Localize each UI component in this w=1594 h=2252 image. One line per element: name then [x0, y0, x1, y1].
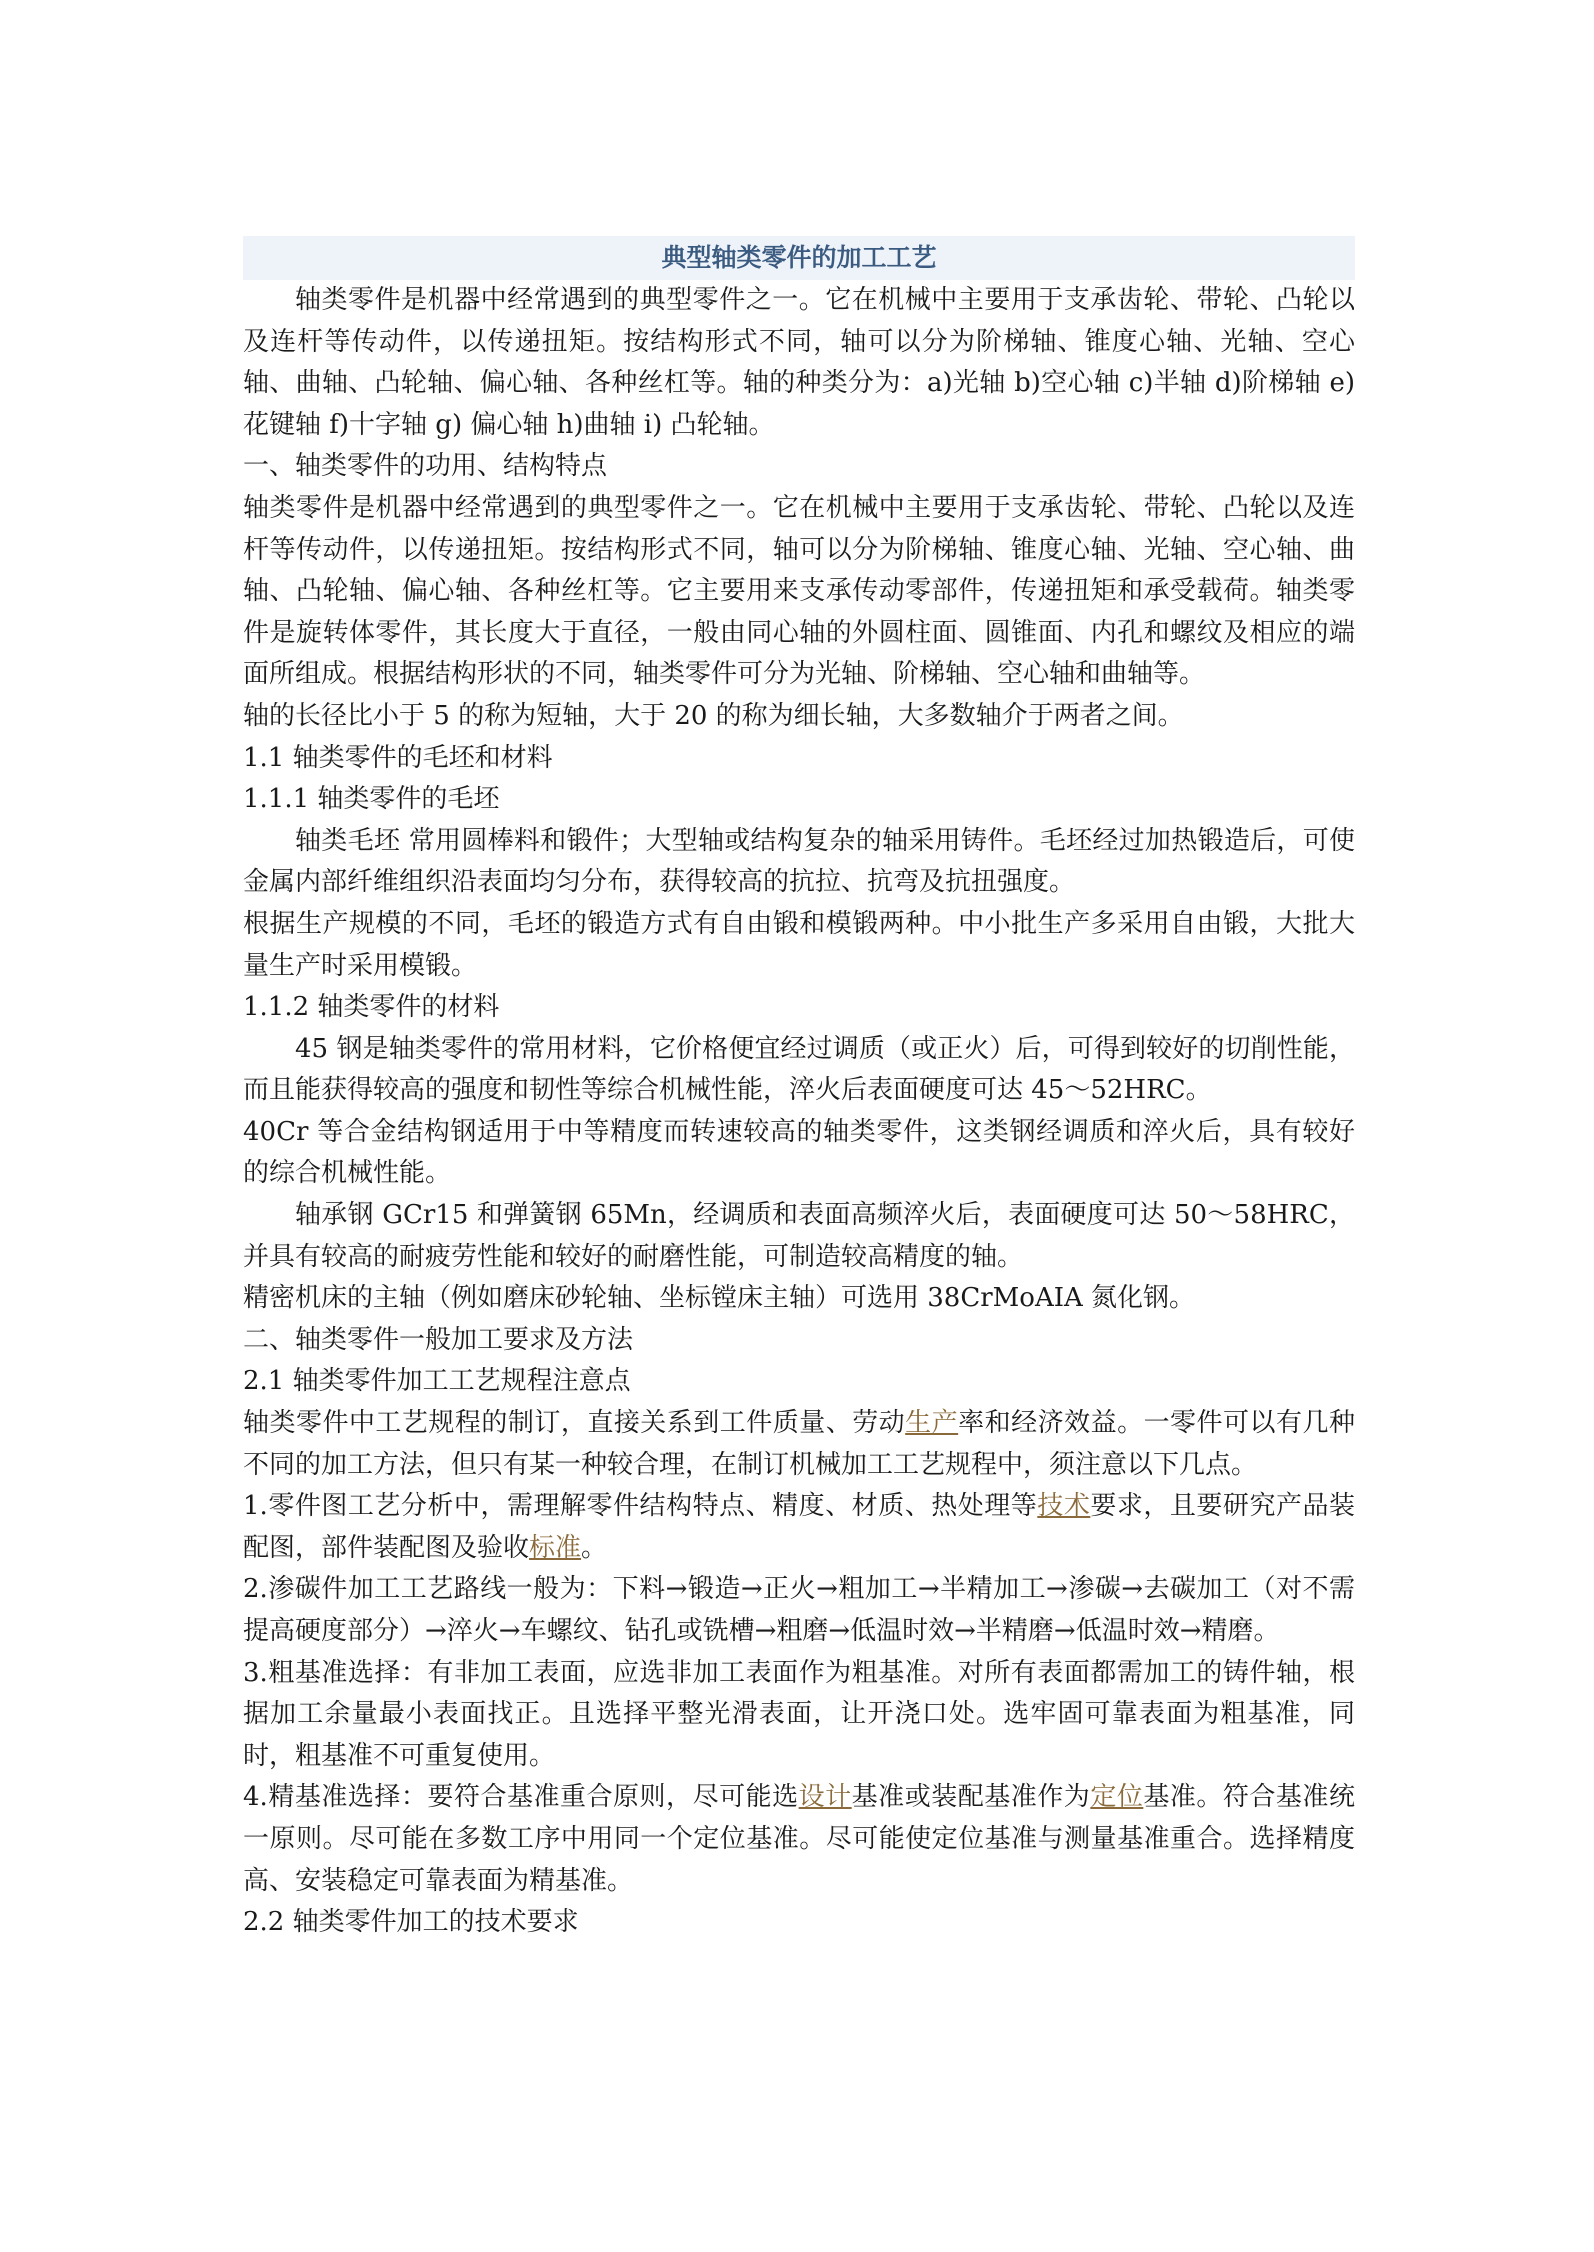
point-2-paragraph: 2.渗碳件加工工艺路线一般为：下料→锻造→正火→粗加工→半精加工→渗碳→去碳加工（对不需提高硬度部分）→淬火→车螺纹、钻孔或铣槽→粗磨→低温时效→半精磨→低温时效→精磨。 [243, 1574, 1355, 1646]
precision-spindle-paragraph: 精密机床的主轴（例如磨床砂轮轴、坐标镗床主轴）可选用 38CrMoAIA 氮化钢。 [243, 1283, 1196, 1314]
point-1-paragraph [243, 1486, 1355, 1569]
ratio-paragraph: 轴的长径比小于 5 的称为短轴，大于 20 的称为细长轴，大多数轴介于两者之间。 [243, 700, 1184, 731]
positioning-link[interactable]: 定位 [1090, 1782, 1144, 1813]
intro-paragraph: 轴类零件是机器中经常遇到的典型零件之一。它在机械中主要用于支承齿轮、带轮、凸轮以及连杆等传动件，以传递扭矩。按结构形式不同，轴可以分为阶梯轴、锥度心轴、光轴、空心轴、曲轴、凸轮轴、偏心轴、各种丝杠等。轴的种类分为：a)光轴 b)空心轴 c)半轴 d)阶梯轴 e)花键轴 f)十字轴 g) 偏心轴 h)曲轴 i) 凸轮轴。 [243, 285, 1355, 440]
design-link[interactable]: 设计 [798, 1782, 852, 1813]
point-1-text-c: 。 [581, 1532, 608, 1563]
alloy-steel-paragraph: 40Cr 等合金结构钢适用于中等精度而转速较高的轴类零件，这类钢经调质和淬火后，具有较好的综合机械性能。 [243, 1116, 1355, 1189]
subsection-heading-2-1: 2.1 轴类零件加工工艺规程注意点 [243, 1366, 631, 1397]
point-1-text-b: 要求，且要研究产品装配图，部件装配图及验收 [243, 1491, 1355, 1563]
point-4-text-b: 基准或装配基准作为 [851, 1782, 1091, 1813]
blank-paragraph: 轴类毛坯 常用圆棒料和锻件；大型轴或结构复杂的轴采用铸件。毛坯经过加热锻造后，可使金属内部纤维组织沿表面均匀分布，获得较高的抗拉、抗弯及抗扭强度。 [243, 825, 1355, 898]
forging-paragraph: 根据生产规模的不同，毛坯的锻造方式有自由锻和模锻两种。中小批生产多采用自由锻，大批大量生产时采用模锻。 [243, 908, 1355, 981]
document-title: 典型轴类零件的加工工艺 [243, 236, 1355, 280]
subsection-heading-2-2: 2.2 轴类零件加工的技术要求 [243, 1907, 579, 1938]
process-planning-text-a: 轴类零件中工艺规程的制订，直接关系到工件质量、劳动 [243, 1408, 906, 1439]
section-heading-2: 二、轴类零件一般加工要求及方法 [243, 1324, 634, 1355]
section-heading-1: 一、轴类零件的功用、结构特点 [243, 451, 608, 482]
point-4-text-a: 4.精基准选择：要符合基准重合原则，尽可能选 [243, 1782, 799, 1813]
point-1-text-a: 1.零件图工艺分析中，需理解零件结构特点、精度、材质、热处理等 [243, 1491, 1038, 1522]
subsection-heading-1-1-1: 1.1.1 轴类零件的毛坯 [243, 784, 500, 815]
process-planning-paragraph [243, 1403, 1355, 1486]
function-paragraph: 轴类零件是机器中经常遇到的典型零件之一。它在机械中主要用于支承齿轮、带轮、凸轮以及连杆等传动件，以传递扭矩。按结构形式不同，轴可以分为阶梯轴、锥度心轴、光轴、空心轴、曲轴、凸轮轴、偏心轴、各种丝杠等。它主要用来支承传动零部件，传递扭矩和承受载荷。轴类零件是旋转体零件，其长度大于直径，一般由同心轴的外圆柱面、圆锥面、内孔和螺纹及相应的端面所组成。根据结构形状的不同，轴类零件可分为光轴、阶梯轴、空心轴和曲轴等。 [243, 492, 1355, 690]
bearing-steel-paragraph: 轴承钢 GCr15 和弹簧钢 65Mn，经调质和表面高频淬火后，表面硬度可达 50～58HRC，并具有较高的耐疲劳性能和较好的耐磨性能，可制造较高精度的轴。 [243, 1200, 1355, 1272]
standard-link[interactable]: 标准 [529, 1532, 582, 1563]
steel45-paragraph: 45 钢是轴类零件的常用材料，它价格便宜经过调质（或正火）后，可得到较好的切削性能，而且能获得较高的强度和韧性等综合机械性能，淬火后表面硬度可达 45～52HRC。 [243, 1033, 1355, 1106]
document-page [243, 236, 1355, 1944]
technology-link[interactable]: 技术 [1037, 1491, 1091, 1522]
subsection-heading-1-1: 1.1 轴类零件的毛坯和材料 [243, 742, 553, 773]
production-link[interactable]: 生产 [905, 1408, 959, 1439]
point-3-paragraph: 3.粗基准选择：有非加工表面，应选非加工表面作为粗基准。对所有表面都需加工的铸件轴，根据加工余量最小表面找正。且选择平整光滑表面，让开浇口处。选牢固可靠表面为粗基准，同时，粗基准不可重复使用。 [243, 1657, 1355, 1771]
point-4-text-c: 基准。符合基准统一原则。尽可能在多数工序中用同一个定位基准。尽可能使定位基准与测量基准重合。选择精度高、安装稳定可靠表面为精基准。 [243, 1782, 1355, 1896]
subsection-heading-1-1-2: 1.1.2 轴类零件的材料 [243, 992, 500, 1023]
point-4-paragraph [243, 1777, 1355, 1902]
process-planning-text-b: 率和经济效益。一零件可以有几种不同的加工方法，但只有某一种较合理，在制订机械加工工艺规程中，须注意以下几点。 [243, 1408, 1355, 1480]
